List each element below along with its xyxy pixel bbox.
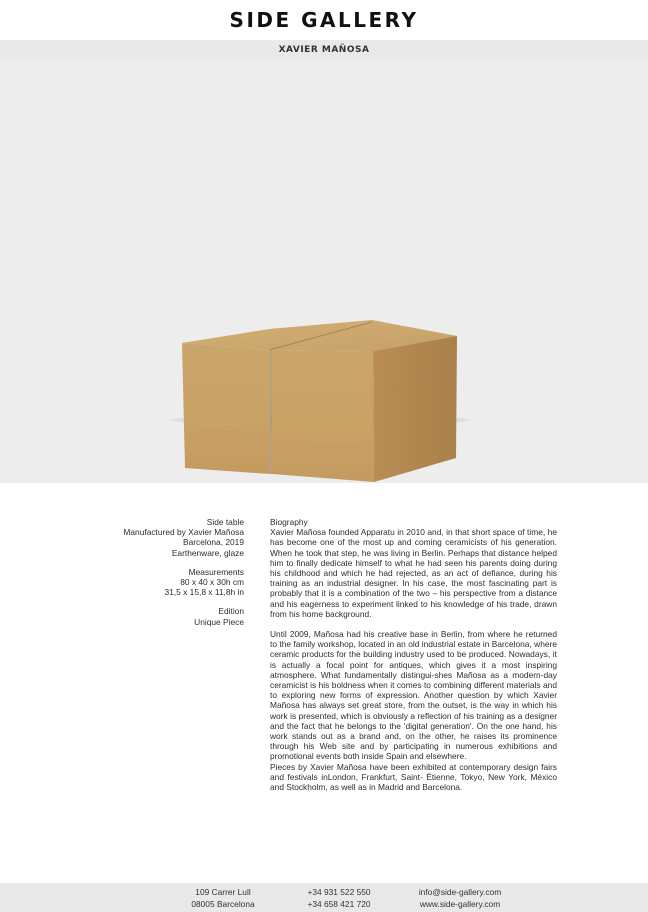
footer-phones — [294, 886, 384, 910]
artist-bar — [0, 40, 648, 60]
artist-name: XAVIER MAÑOSA — [278, 45, 370, 55]
footer — [0, 883, 648, 912]
product-details — [60, 517, 244, 627]
address-line-2: 08005 Barcelona — [191, 899, 255, 909]
address-line-1: 109 Carrer Lull — [195, 887, 251, 897]
edition-label: Edition — [218, 606, 244, 617]
gallery-logo: SIDE GALLERY — [229, 8, 419, 32]
measurements-in: 31,5 x 15,8 x 11,8h in — [164, 587, 244, 598]
table-front-right — [272, 350, 374, 482]
side-table-image — [0, 60, 648, 483]
footer-contact — [405, 886, 515, 910]
edition-value: Unique Piece — [194, 616, 244, 627]
product-title: Side table — [206, 517, 244, 527]
biography-paragraph-3: Pieces by Xavier Mañosa have been exhibited at contemporary design fairs and festivals inLondon, Frankfurt, Saint- Étienne, Tokyo, New York, México and Stockholm, as well as in Madrid and Barcelona. — [270, 761, 557, 793]
email-link[interactable]: info@side-gallery.com — [418, 887, 502, 897]
biography-paragraph-1: Xavier Mañosa founded Apparatu in 2010 and, in that short space of time, he has become one of the most up and coming ceramicists of his generation. When he took that step, he was living in Berlin. Perhaps that distance helped him to finally dedicate himself to what he had seen his parents doing during his childhood and which he had rejected, as an act of defiance, during his training as an industrial designer. In his case, the most fascinating part is probably that it is a combination of the two – his perspective from a distance and his eagerness to experiment linked to his knowledge of his trade, drawn from his home background. — [270, 527, 557, 619]
material: Earthenware, glaze — [171, 547, 244, 558]
manufacturer: Manufactured by Xavier Mañosa — [123, 527, 244, 538]
biography-heading: Biography — [270, 517, 308, 527]
place-year: Barcelona, 2019 — [183, 537, 244, 548]
phone-2: +34 658 421 720 — [307, 899, 371, 909]
measurements-cm: 80 x 40 x 30h cm — [180, 577, 244, 588]
biography — [270, 517, 557, 792]
phone-1: +34 931 522 550 — [307, 887, 371, 897]
footer-address — [178, 886, 268, 910]
table-front-left — [182, 343, 270, 474]
header — [0, 0, 648, 40]
product-photo — [0, 60, 648, 483]
table-side — [373, 336, 457, 482]
measurements-label: Measurements — [188, 566, 244, 577]
biography-paragraph-2: Until 2009, Mañosa had his creative base in Berlin, from where he returned to the family workshop, located in an old industrial estate in Barcelona, where ceramic products for the building industry used to be produced. Nowadays, it is actually a focal point for antiques, which gives it a most inspiring atmosphere. What fundamentally distingui-shes Mañosa as a modern-day ceramicist is his boldness when it comes to combining different materials and to exploring new forms of expression. Another question by which Xavier Mañosa has always set great store, from the outset, is the way in which his work is presented, which is obviously a reflection of his training as a designer and the fact that he belongs to the 'digital generation'. On the one hand, his work stands out as a brand and, on the other, he raises its prominence through his Web site and by participating in numerous exhibitions and promotional events both inside Spain and elsewhere. — [270, 629, 557, 762]
website-link[interactable]: www.side-gallery.com — [419, 899, 501, 909]
